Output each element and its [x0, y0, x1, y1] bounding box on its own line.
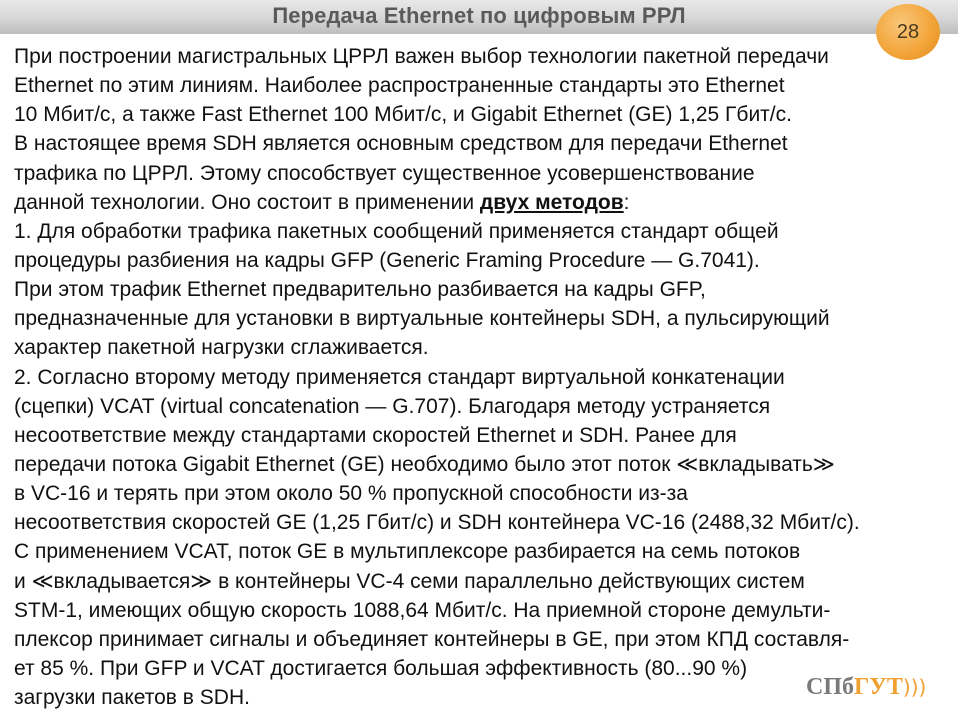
text-line: (сцепки) VCAT (virtual concatenation — G.707). Благодаря методу устраняется [14, 394, 771, 418]
radio-waves-icon: ))) [902, 675, 927, 699]
logo-text-gut: ГУТ [854, 674, 903, 700]
text-line: трафика по ЦРРЛ. Этому способствует существенное усовершенствование [14, 161, 755, 185]
text-line: предназначенные для установки в виртуальные контейнеры SDH, а пульсирующий [14, 307, 830, 331]
text-line: 2. Согласно второму методу применяется стандарт виртуальной конкатенации [14, 365, 785, 389]
text-line: плексор принимает сигналы и объединяет контейнеры в GE, при этом КПД составля- [14, 627, 850, 651]
text-line: в VC-16 и терять при этом около 50 % пропускной способности из-за [14, 482, 688, 506]
logo-text-spb: СПб [806, 674, 854, 700]
slide-title: Передача Ethernet по цифровым РРЛ [272, 3, 686, 28]
text-line: передачи потока Gigabit Ethernet (GE) необходимо было этот поток ≪вкладывать≫ [14, 452, 835, 476]
text-line: При этом трафик Ethernet предварительно разбивается на кадры GFP, [14, 278, 706, 302]
text-line: и ≪вкладывается≫ в контейнеры VC-4 семи параллельно действующих систем [14, 569, 805, 593]
text-line: Ethernet по этим линиям. Наиболее распространенные стандарты это Ethernet [14, 74, 785, 98]
text-line-with-emphasis [14, 188, 958, 217]
text-line: процедуры разбиения на кадры GFP (Generic Framing Procedure — G.7041). [14, 248, 760, 272]
slide-body [14, 42, 958, 712]
text-line: В настоящее время SDH является основным средством для передачи Ethernet [14, 132, 788, 156]
text-line: С применением VCAT, поток GE в мультиплексоре разбирается на семь потоков [14, 540, 801, 564]
emphasis-suffix: : [623, 190, 630, 214]
text-line: несоответствие между стандартами скоростей Ethernet и SDH. Ранее для [14, 423, 737, 447]
text-line: ет 85 %. При GFP и VCAT достигается большая эффективность (80...90 %) [14, 656, 748, 680]
text-line: 1. Для обработки трафика пакетных сообщений применяется стандарт общей [14, 219, 779, 243]
text-line: 10 Мбит/с, а также Fast Ethernet 100 Мбит/с, и Gigabit Ethernet (GE) 1,25 Гбит/с. [14, 103, 792, 127]
text-line: несоответствия скоростей GE (1,25 Гбит/с) и SDH контейнера VC-16 (2488,32 Мбит/с). [14, 511, 860, 535]
text-line-start: данной технологии. Оно состоит в применении [14, 190, 480, 214]
text-line: При построении магистральных ЦРРЛ важен выбор технологии пакетной передачи [14, 45, 829, 68]
text-line: загрузки пакетов в SDH. [14, 686, 250, 710]
emphasis-two-methods: двух методов [479, 190, 624, 214]
spbgut-logo [806, 672, 926, 702]
text-line: характер пакетной нагрузки сглаживается. [14, 336, 429, 360]
text-line: STM-1, имеющих общую скорость 1088,64 Мбит/с. На приемной стороне демульти- [14, 598, 831, 622]
slide-number-badge: 28 [876, 4, 940, 60]
